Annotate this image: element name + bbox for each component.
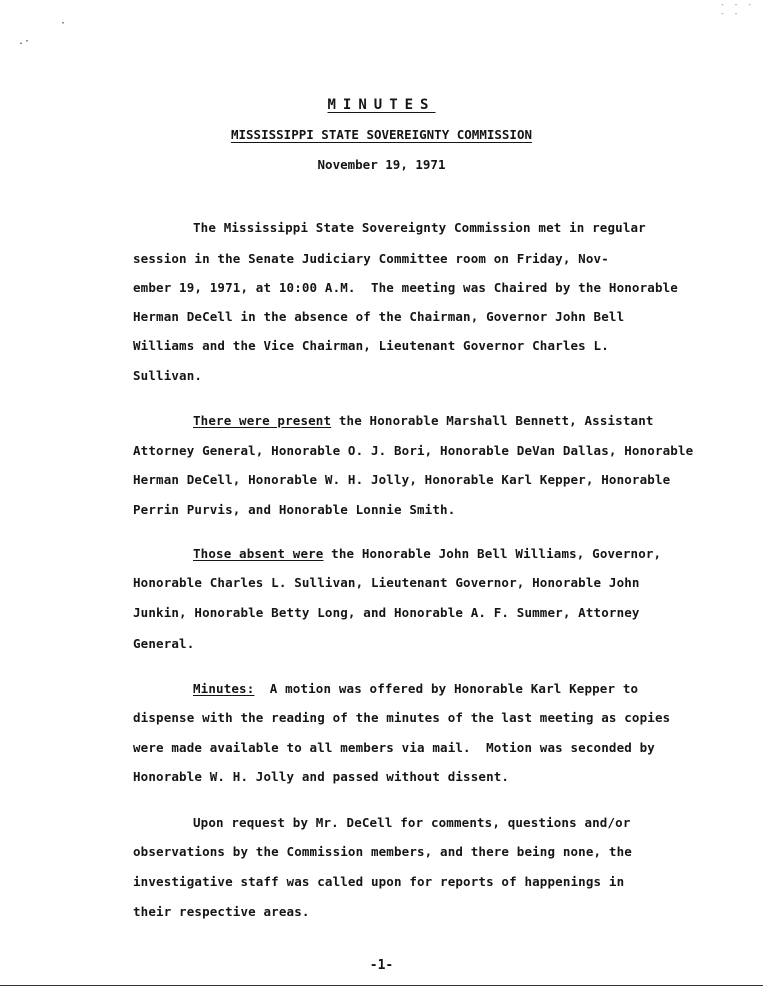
absent-heading: Those absent were	[193, 546, 324, 561]
paragraph-text: the Honorable John Bell Williams, Governor,	[323, 546, 662, 561]
present-heading: There were present	[193, 413, 332, 428]
page-number: -1-	[369, 958, 394, 973]
paragraph-line: General.	[133, 636, 195, 651]
paragraph-line: session in the Senate Judiciary Committee room on Friday, Nov-	[133, 251, 609, 266]
meeting-date: November 19, 1971	[317, 157, 446, 172]
paragraph-line: Honorable W. H. Jolly and passed without dissent.	[133, 769, 510, 784]
paragraph-text: the Honorable Marshall Bennett, Assistant	[331, 413, 654, 428]
paragraph-line: Honorable Charles L. Sullivan, Lieutenant Governor, Honorable John	[133, 575, 640, 590]
paragraph-line: Sullivan.	[133, 368, 203, 383]
paragraph-line: Upon request by Mr. DeCell for comments, questions and/or	[193, 815, 631, 830]
paragraph-line	[193, 413, 654, 428]
paragraph-line: The Mississippi State Sovereignty Commission met in regular	[193, 220, 646, 235]
paragraph-line: Attorney General, Honorable O. J. Bori, Honorable DeVan Dallas, Honorable	[133, 443, 694, 458]
paragraph-line: Herman DeCell, Honorable W. H. Jolly, Honorable Karl Kepper, Honorable	[133, 472, 671, 487]
paragraph-line: were made available to all members via mail. Motion was seconded by	[133, 740, 655, 755]
document-title: MINUTES	[327, 97, 436, 113]
paragraph-line: dispense with the reading of the minutes of the last meeting as copies	[133, 710, 671, 725]
paragraph-line: their respective areas.	[133, 904, 310, 919]
paragraph-line: ember 19, 1971, at 10:00 A.M. The meeting was Chaired by the Honorable	[133, 280, 678, 295]
paragraph-line: Herman DeCell in the absence of the Chairman, Governor John Bell	[133, 309, 625, 324]
scan-speck: ·	[60, 18, 67, 29]
paragraph-text: A motion was offered by Honorable Karl Kepper to	[254, 681, 639, 696]
minutes-heading: Minutes:	[193, 681, 255, 696]
paragraph-line: Williams and the Vice Chairman, Lieutenant Governor Charles L.	[133, 338, 609, 353]
paragraph-line: Perrin Purvis, and Honorable Lonnie Smith.	[133, 502, 456, 517]
paragraph-line: Junkin, Honorable Betty Long, and Honorable A. F. Summer, Attorney	[133, 605, 640, 620]
paragraph-line	[193, 681, 638, 696]
document-subtitle: MISSISSIPPI STATE SOVEREIGNTY COMMISSION	[230, 127, 533, 142]
paragraph-line	[193, 546, 661, 561]
scan-speck: .·	[18, 36, 31, 47]
scan-mark: - - - - -	[720, 0, 755, 18]
paragraph-line: investigative staff was called upon for reports of happenings in	[133, 874, 625, 889]
page-bottom-rule	[0, 985, 763, 986]
paragraph-line: observations by the Commission members, and there being none, the	[133, 844, 632, 859]
